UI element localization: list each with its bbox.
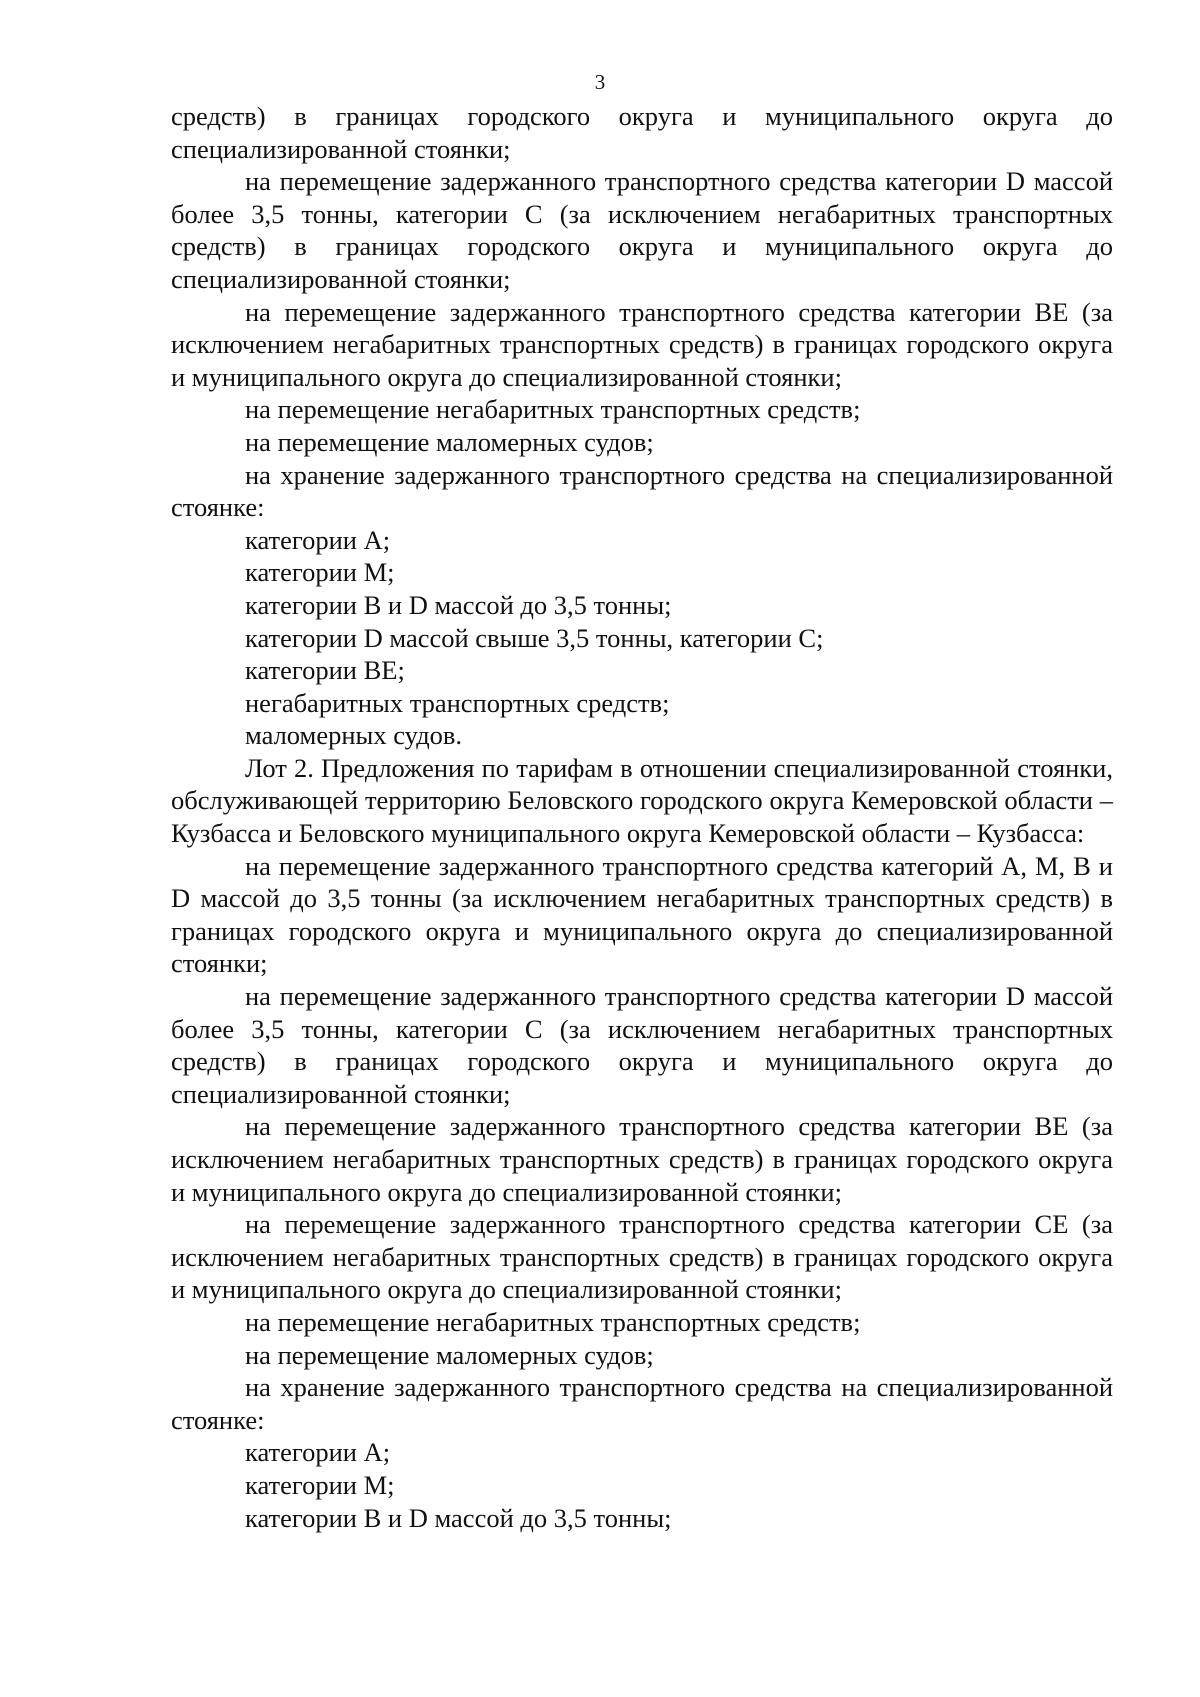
paragraph: на хранение задержанного транспортного средства на специализированной стоянке: xyxy=(171,459,1113,523)
paragraph: на перемещение задержанного транспортного средства категории CE (за исключением негабаритных транспортных средств) в границах городского округа и муниципального округа до специализированной стоянки; xyxy=(171,1209,1113,1305)
list-item: категории B и D массой до 3,5 тонны; xyxy=(245,589,672,620)
list-item: категории A; xyxy=(245,1437,391,1468)
document-body xyxy=(171,100,1113,1534)
lot-heading-paragraph: Лот 2. Предложения по тарифам в отношении специализированной стоянки, обслуживающей территорию Беловского городского округа Кемеровской области – Кузбасса и Беловского муниципального округа Кемеровской области – Кузбасса: xyxy=(171,752,1113,849)
list-item: категории M; xyxy=(245,557,395,588)
paragraph: на перемещение задержанного транспортного средства категорий A, M, B и D массой до 3,5 тонны (за исключением негабаритных транспортных средств) в границах городского округа и муниципального округа до специализированной стоянки; xyxy=(171,850,1113,979)
list-item: маломерных судов. xyxy=(245,720,463,751)
paragraph: на перемещение маломерных судов; xyxy=(245,1339,654,1370)
paragraph: на перемещение задержанного транспортного средства категории D массой более 3,5 тонны, категории C (за исключением негабаритных транспортных средств) в границах городского округа и муниципального округа до специализированной стоянки; xyxy=(171,981,1113,1109)
list-item: категории B и D массой до 3,5 тонны; xyxy=(245,1502,672,1533)
paragraph: на перемещение задержанного транспортного средства категории BE (за исключением негабаритных транспортных средств) в границах городского округа и муниципального округа до специализированной стоянки; xyxy=(171,296,1113,392)
paragraph: на перемещение негабаритных транспортных средств; xyxy=(245,1306,861,1337)
paragraph: средств) в границах городского округа и муниципального округа до специализированной стоянки; xyxy=(171,101,1113,164)
list-item: негабаритных транспортных средств; xyxy=(245,687,670,718)
list-item: категории A; xyxy=(245,524,391,555)
paragraph: на перемещение задержанного транспортного средства категории BE (за исключением негабаритных транспортных средств) в границах городского округа и муниципального округа до специализированной стоянки; xyxy=(171,1111,1113,1207)
page-number: 3 xyxy=(594,70,606,94)
paragraph: на перемещение задержанного транспортного средства категории D массой более 3,5 тонны, категории C (за исключением негабаритных транспортных средств) в границах городского округа и муниципального округа до специализированной стоянки; xyxy=(171,166,1113,294)
list-item: категории BE; xyxy=(245,655,405,686)
list-item: категории M; xyxy=(245,1469,395,1500)
paragraph: на перемещение маломерных судов; xyxy=(245,426,654,457)
paragraph: на перемещение негабаритных транспортных средств; xyxy=(245,394,861,425)
list-item: категории D массой свыше 3,5 тонны, категории C; xyxy=(245,622,824,653)
paragraph: на хранение задержанного транспортного средства на специализированной стоянке: xyxy=(171,1372,1113,1435)
